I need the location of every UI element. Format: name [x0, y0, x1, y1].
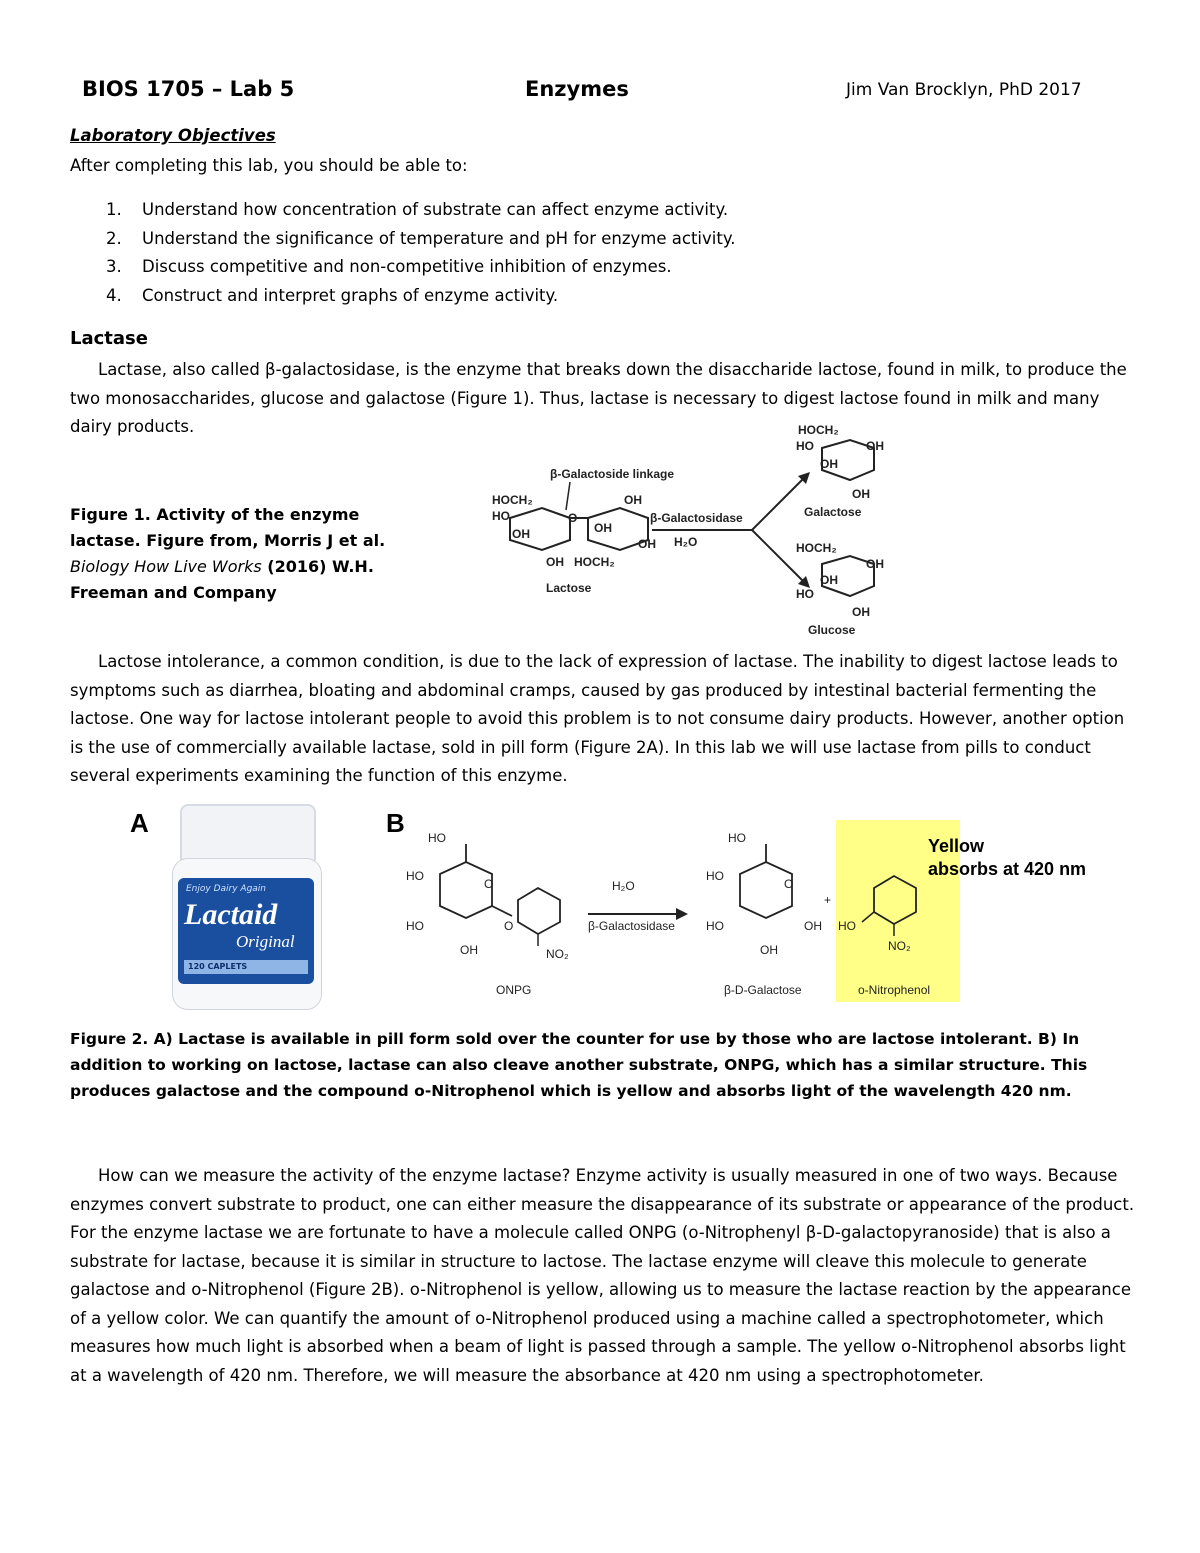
figure-2-panel-b-label: B [386, 808, 405, 838]
linkage-pointer [566, 482, 570, 510]
onpg-ho-label-1: HO [428, 831, 446, 845]
onpg-link-bond [492, 906, 512, 916]
nitrophenol-product-label: o-Nitrophenol [858, 983, 931, 997]
objective-item [70, 196, 1130, 225]
onpg-ring-o-label: O [484, 877, 494, 891]
linkage-label: β-Galactoside linkage [550, 467, 675, 481]
objectives-heading: Laboratory Objectives [70, 126, 276, 145]
bottle-subbrand: Original [236, 932, 295, 951]
lactase-paragraph-2: Lactose intolerance, a common condition, is due to the lack of expression of lactase. The inability to digest lactose leads to symptoms such as diarrhea, bloating and abdominal cramps, caused by gas produced by intestinal bacterial fermenting the lactose. One way for lactose intolerant people to avoid this problem is to not consume dairy products. However, another option is the use of commercially available lactase, sold in pill form (Figure 2A). In this lab we will use lactase from pills to conduct several experiments examining the function of this enzyme. [70, 652, 1125, 785]
objective-number: 2. [106, 228, 122, 248]
galactose-ring-o-label: O [784, 877, 794, 891]
figure-2b-onpg-diagram [400, 818, 1087, 1004]
nitrophenol-ho-label: HO [838, 919, 856, 933]
lactose-oh-label-4: OH [624, 493, 642, 507]
glucose-oh-label-3: OH [852, 605, 870, 619]
lactose-oh-label-1: OH [512, 527, 530, 541]
glucose-label: Glucose [808, 623, 856, 637]
objective-number: 3. [106, 257, 122, 276]
lactose-oh-label-2: OH [546, 555, 564, 569]
arrow-branch-top [752, 476, 806, 530]
onpg-no2-label: NO₂ [546, 947, 569, 961]
galactose-ho-label: HO [796, 439, 814, 453]
figure-1-caption-bold: Figure 1. Activity of the enzyme lactase. Figure from, Morris J et al. [70, 505, 386, 550]
lactose-oh-label-3: OH [594, 521, 612, 535]
galactose-label: Galactose [804, 505, 862, 519]
objective-item [70, 282, 1130, 311]
reaction-water-label: H₂O [612, 879, 635, 893]
onpg-link-o-label: O [504, 919, 514, 933]
figure-2-panel-a-label: A [130, 808, 149, 838]
bottle-cap [180, 804, 316, 866]
figure-2-caption: Figure 2. A) Lactase is available in pill form sold over the counter for use by those who are lactose intolerant. B) In addition to working on lactose, lactase can also cleave another substrate, ONPG, which has a similar structure. This produces galactose and the compound o-Nitrophenol which is yellow and absorbs light of the wavelength 420 nm. [70, 1030, 1088, 1100]
onpg-ho-label-2: HO [406, 869, 424, 883]
nitrophenol-no2-label: NO₂ [888, 939, 911, 953]
lactose-ho-label: HO [492, 509, 510, 523]
galactose-oh-label-2: OH [820, 457, 838, 471]
galactose-oh-label-2: OH [804, 919, 822, 933]
plus-sign: + [824, 893, 832, 907]
objective-number: 4. [106, 285, 122, 305]
figure-1-caption-italic: Biology How Live Works [70, 557, 262, 576]
galactose-oh-label-1: OH [866, 439, 884, 453]
glucose-hoch2-label: HOCH₂ [796, 541, 837, 555]
arrow-branch-bottom [752, 530, 806, 584]
objective-text: Understand how concentration of substrate can affect enzyme activity. [142, 200, 729, 219]
bottle-caplets: 120 CAPLETS [184, 960, 308, 974]
glucose-oh-label-1: OH [866, 557, 884, 571]
galactose-oh-label-1: OH [760, 943, 778, 957]
galactose-hoch2-label: HOCH₂ [798, 423, 839, 437]
absorbs-label: absorbs at 420 nm [928, 859, 1087, 879]
reaction-arrowhead-icon [676, 908, 688, 920]
objective-number: 1. [106, 200, 122, 219]
yellow-label: Yellow [928, 836, 985, 856]
lactose-o-label: O [568, 511, 578, 525]
lab-title: Enzymes [525, 77, 629, 101]
objective-text: Discuss competitive and non-competitive inhibition of enzymes. [142, 257, 672, 276]
galactose-ho-label-1: HO [728, 831, 746, 845]
figure-1-caption [70, 502, 410, 606]
reaction-enzyme-label: β-Galactosidase [588, 919, 675, 933]
onpg-benzene-ring [518, 888, 560, 934]
glucose-oh-label-2: OH [820, 573, 838, 587]
lactose-hoch2-label: HOCH₂ [492, 493, 533, 507]
galactose-ho-label-2: HO [706, 869, 724, 883]
lactase-paragraph-3: How can we measure the activity of the enzyme lactase? Enzyme activity is usually measured in one of two ways. Because enzymes convert substrate to product, one can either measure the disappearance of its substrate or appearance of the product. For the enzyme lactase we are fortunate to have a molecule called ONPG (o-Nitrophenyl β-D-galactopyranoside) that is also a substrate for lactase, because it is similar in structure to lactose. The lactase enzyme will cleave this molecule to generate galactose and o-Nitrophenol (Figure 2B). o-Nitrophenol is yellow, allowing us to measure the lactase reaction by the appearance of a yellow color. We can quantify the amount of o-Nitrophenol produced using a machine called a spectrophotometer, which measures how much light is absorbed when a beam of light is passed through a sample. The yellow o-Nitrophenol absorbs light at a wavelength of 420 nm. Therefore, we will measure the absorbance at 420 nm using a spectrophotometer. [70, 1166, 1135, 1385]
objectives-list [70, 196, 1130, 310]
objectives-intro: After completing this lab, you should be able to: [70, 156, 468, 175]
enzyme-label: β-Galactosidase [650, 511, 743, 525]
bottle-brand: Lactaid [184, 898, 278, 931]
figure-1-caption-tail: (2016) W.H. Freeman and Company [70, 557, 374, 602]
objective-item [70, 225, 1130, 254]
lactaid-bottle-image [168, 804, 324, 1012]
galactose-oh-label-3: OH [852, 487, 870, 501]
glucose-ho-label: HO [796, 587, 814, 601]
course-title: BIOS 1705 – Lab 5 [82, 77, 295, 101]
lactase-heading: Lactase [70, 328, 148, 349]
bottle-tagline: Enjoy Dairy Again [186, 884, 267, 894]
lactase-paragraph-1: Lactase, also called β-galactosidase, is the enzyme that breaks down the disaccharide lactose, found in milk, to produce the two monosaccharides, glucose and galactose (Figure 1). Thus, lactase is necessary to digest lactose found in milk and many dairy products. [70, 360, 1127, 436]
galactose-ho-label-3: HO [706, 919, 724, 933]
lactose-oh-label-5: OH [638, 537, 656, 551]
figure-1-lactose-diagram [470, 418, 910, 644]
objective-item [70, 253, 1130, 282]
galactose-product-label: β-D-Galactose [724, 983, 802, 997]
objective-text: Construct and interpret graphs of enzyme activity. [142, 285, 559, 305]
onpg-label: ONPG [496, 983, 532, 997]
author-line: Jim Van Brocklyn, PhD 2017 [846, 80, 1082, 100]
onpg-oh-label: OH [460, 943, 478, 957]
lactose-hoch2-label-2: HOCH₂ [574, 555, 615, 569]
objective-text: Understand the significance of temperature and pH for enzyme activity. [142, 228, 736, 248]
onpg-ho-label-3: HO [406, 919, 424, 933]
bottle-label [178, 878, 314, 984]
water-label: H₂O [674, 535, 698, 549]
lactose-label: Lactose [546, 581, 592, 595]
